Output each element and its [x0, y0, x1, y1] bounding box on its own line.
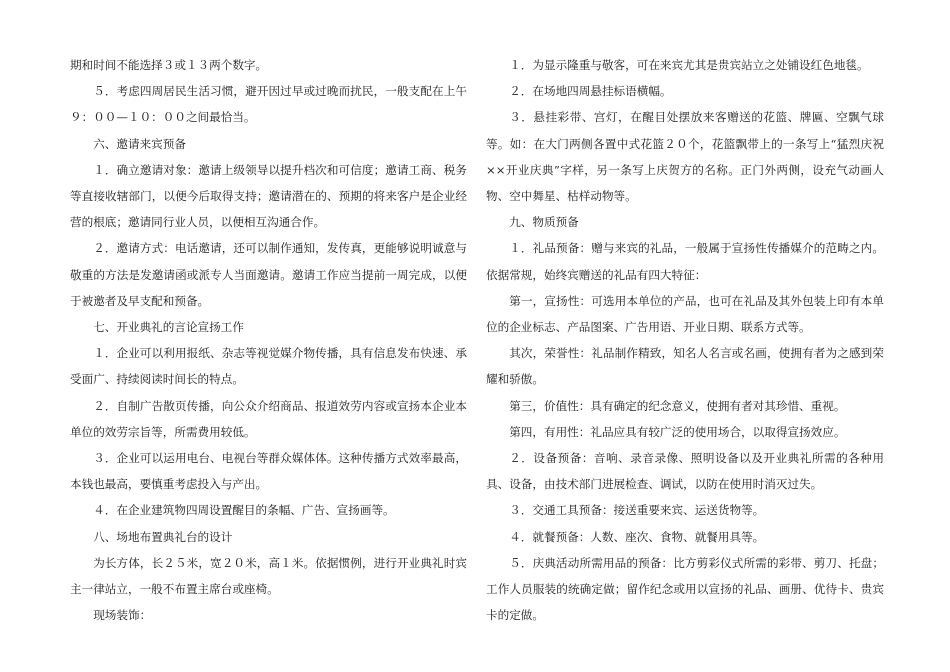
left-text-column	[70, 52, 467, 628]
paragraph: 第三，价值性：具有确定的纪念意义，使拥有者对其珍惜、重视。	[509, 398, 846, 413]
paragraph: １．确立邀请对象：邀请上级领导以提升档次和可信度；邀请工商、税务等直接收辖部门，以便今后取得支持；邀请潜在的、预期的将来客户是企业经营的根底；邀请同行业人员，以便相互沟通合作。	[70, 162, 467, 230]
paragraph: 第一，宣扬性：可选用本单位的产品，也可在礼品及其外包装上印有本单位的企业标志、产品图案、广告用语、开业日期、联系方式等。	[486, 293, 884, 335]
paragraph: ４．在企业建筑物四周设置醒目的条幅、广告、宣扬画等。	[93, 503, 395, 518]
paragraph: 期和时间不能选择３或１３两个数字。	[70, 58, 268, 72]
paragraph: ２．邀请方式：电话邀请，还可以制作通知，发传真，更能够说明诚意与敬重的方法是发邀请函或派专人当面邀请。邀请工作应当提前一周完成，以便于被邀者及早支配和预备。	[70, 241, 467, 308]
right-text-column	[486, 52, 884, 628]
paragraph: 七、开业典礼的言论宣扬工作	[93, 320, 244, 335]
paragraph: 其次，荣誉性：礼品制作精致，知名人名言或名画，使拥有者为之感到荣耀和骄傲。	[486, 346, 884, 387]
paragraph: 九、物质预备	[509, 215, 579, 230]
paragraph: 第四，有用性：礼品应具有较广泛的使用场合，以取得宣扬效应。	[509, 424, 846, 439]
paragraph: ２．设备预备：音响、录音录像、照明设备以及开业典礼所需的各种用具、设备，由技术部门进展检查、调试，以防在使用时消灭过失。	[486, 451, 884, 492]
paragraph: ２．在场地四周悬挂标语横幅。	[509, 84, 672, 99]
paragraph: ３．交通工具预备：接送重要来宾、运送货物等。	[509, 503, 765, 518]
paragraph: １．企业可以利用报纸、杂志等视觉媒介物传播，具有信息发布快速、承受面广、持续阅读时间长的特点。	[70, 346, 467, 387]
paragraph: ４．就餐预备：人数、座次、食物、就餐用具等。	[509, 529, 765, 544]
paragraph: ３．悬挂彩带、宫灯，在醒目处摆放来客赠送的花篮、牌匾、空飘气球等。如：在大门两侧各置中式花篮２０个，花篮飘带上的一条写上“猛烈庆祝××开业庆典”字样，另一条写上庆贺方的名称。正门外两侧，设充气动画人物、空中舞星、枯样动物等。	[486, 110, 884, 204]
paragraph: １．礼品预备：赠与来宾的礼品，一般属于宣扬性传播媒介的范畴之内。依据常规，始终宾赠送的礼品有四大特征：	[486, 241, 884, 282]
paragraph: 为长方体，长２５米，宽２０米，高１米。依据惯例，进行开业典礼时宾主一律站立，一般不布置主席台或座椅。	[70, 555, 467, 597]
paragraph: ５．考虑四周居民生活习惯，避开因过早或过晚而扰民，一般支配在上午９：００—１０：００之间最恰当。	[70, 84, 467, 125]
paragraph: ３．企业可以运用电台、电视台等群众媒体体。这种传播方式效率最高，本钱也最高，要慎重考虑投入与产出。	[70, 451, 467, 492]
paragraph: 六、邀请来宾预备	[93, 136, 186, 151]
paragraph: ２．自制广告散页传播，向公众介绍商品、报道效劳内容或宣扬本企业本单位的效劳宗旨等，所需费用较低。	[70, 398, 467, 439]
paragraph: 八、场地布置典礼台的设计	[93, 529, 233, 544]
paragraph: ５．庆典活动所需用品的预备：比方剪彩仪式所需的彩带、剪刀、托盘；工作人员服装的统确定做；留作纪念或用以宣扬的礼品、画册、优待卡、贵宾卡的定做。	[486, 555, 884, 623]
paragraph: １．为显示隆重与敬客，可在来宾尤其是贵宾站立之处铺设红色地毯。	[509, 58, 869, 72]
paragraph: 现场装饰：	[93, 608, 152, 623]
